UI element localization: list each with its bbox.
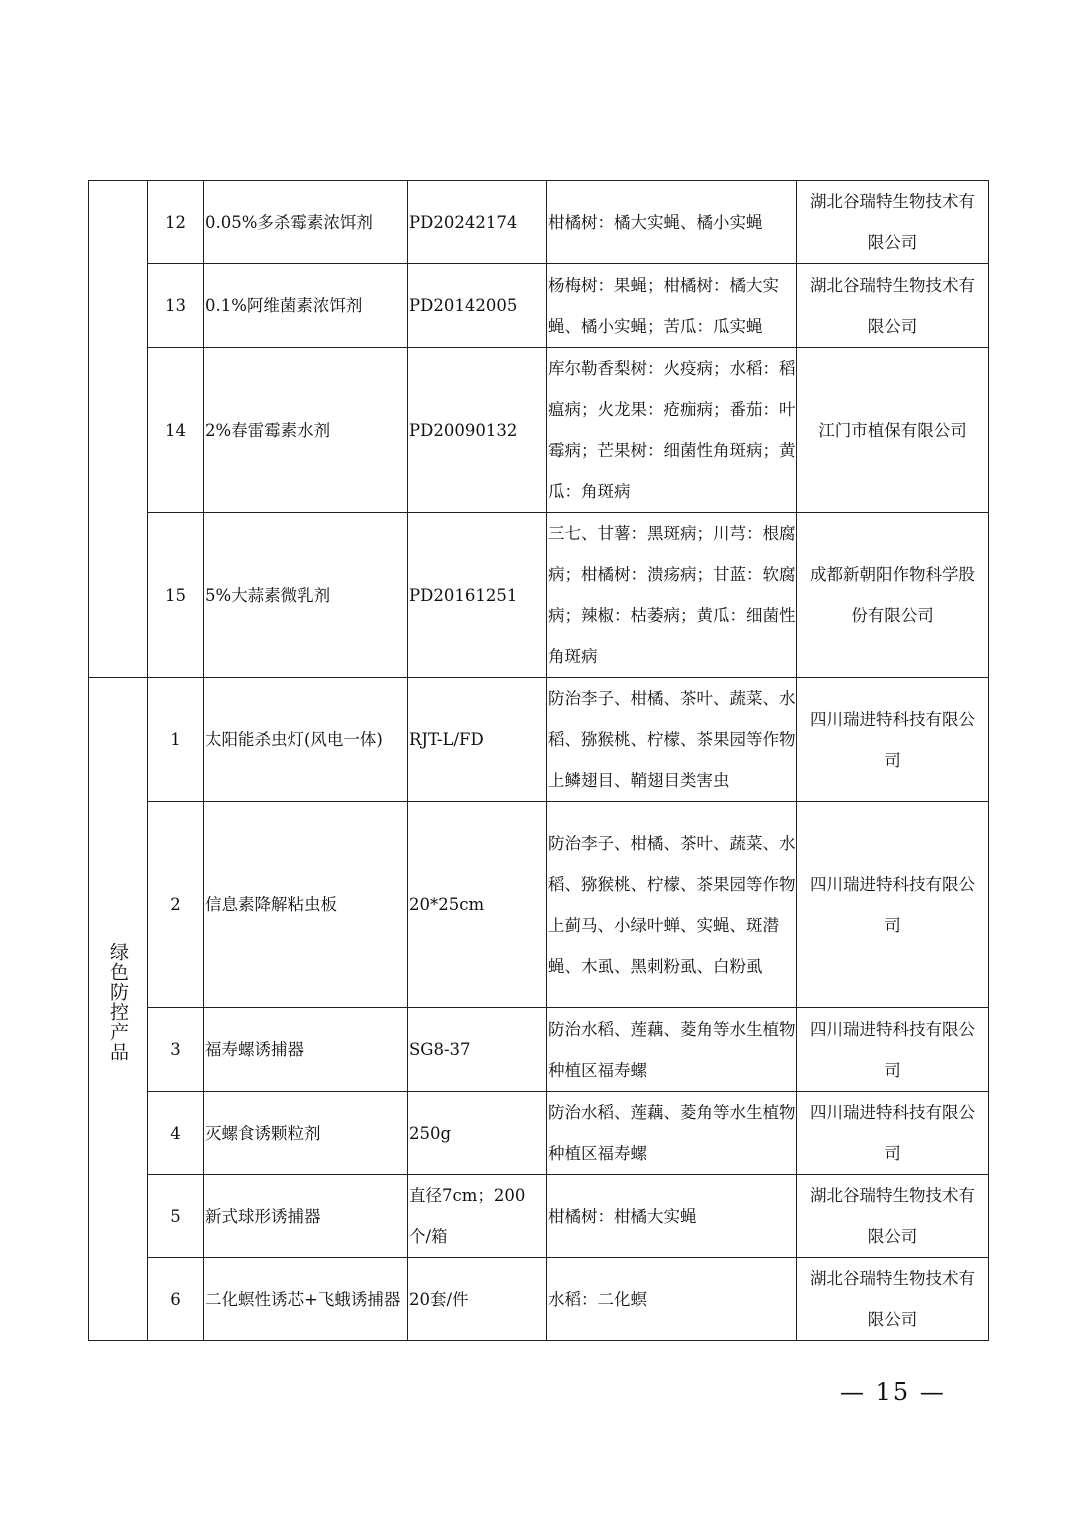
name-cell: 太阳能杀虫灯(风电一体) (204, 678, 408, 802)
name-cell: 灭螺食诱颗粒剂 (204, 1092, 408, 1175)
table-row (89, 1258, 989, 1341)
company-cell: 四川瑞进特科技有限公司 (797, 802, 989, 1008)
table-row (89, 348, 989, 513)
spec-cell: 20套/件 (408, 1258, 547, 1341)
company-cell: 湖北谷瑞特生物技术有限公司 (797, 1175, 989, 1258)
no-cell: 2 (148, 802, 204, 1008)
spec-cell: 20*25cm (408, 802, 547, 1008)
company-cell: 成都新朝阳作物科学股份有限公司 (797, 513, 989, 678)
name-cell: 新式球形诱捕器 (204, 1175, 408, 1258)
no-cell: 1 (148, 678, 204, 802)
target-cell: 防治李子、柑橘、茶叶、蔬菜、水稻、猕猴桃、柠檬、茶果园等作物上蓟马、小绿叶蝉、实蝇、斑潜蝇、木虱、黑刺粉虱、白粉虱 (547, 802, 797, 1008)
product-table (88, 180, 989, 1341)
page-number: — 15 — (840, 1378, 946, 1406)
spec-cell: RJT-L/FD (408, 678, 547, 802)
table-row (89, 513, 989, 678)
table-row (89, 1008, 989, 1092)
no-cell: 13 (148, 264, 204, 348)
target-cell: 防治水稻、莲藕、菱角等水生植物种植区福寿螺 (547, 1008, 797, 1092)
spec-cell: 250g (408, 1092, 547, 1175)
name-cell: 2%春雷霉素水剂 (204, 348, 408, 513)
target-cell: 防治李子、柑橘、茶叶、蔬菜、水稻、猕猴桃、柠檬、茶果园等作物上鳞翅目、鞘翅目类害虫 (547, 678, 797, 802)
no-cell: 5 (148, 1175, 204, 1258)
target-cell: 库尔勒香梨树：火疫病；水稻：稻瘟病；火龙果：疮痂病；番茄：叶霉病；芒果树：细菌性角斑病；黄瓜：角斑病 (547, 348, 797, 513)
company-cell: 湖北谷瑞特生物技术有限公司 (797, 181, 989, 264)
target-cell: 防治水稻、莲藕、菱角等水生植物种植区福寿螺 (547, 1092, 797, 1175)
table-row (89, 1175, 989, 1258)
spec-cell: PD20090132 (408, 348, 547, 513)
table-row (89, 1092, 989, 1175)
spec-cell: PD20142005 (408, 264, 547, 348)
no-cell: 3 (148, 1008, 204, 1092)
company-cell: 四川瑞进特科技有限公司 (797, 678, 989, 802)
table-row (89, 181, 989, 264)
name-cell: 二化螟性诱芯+飞蛾诱捕器 (204, 1258, 408, 1341)
table-row (89, 264, 989, 348)
target-cell: 三七、甘薯：黑斑病；川芎：根腐病；柑橘树：溃疡病；甘蓝：软腐病；辣椒：枯萎病；黄瓜：细菌性角斑病 (547, 513, 797, 678)
no-cell: 12 (148, 181, 204, 264)
no-cell: 14 (148, 348, 204, 513)
name-cell: 福寿螺诱捕器 (204, 1008, 408, 1092)
spec-cell: PD20242174 (408, 181, 547, 264)
no-cell: 15 (148, 513, 204, 678)
target-cell: 水稻：二化螟 (547, 1258, 797, 1341)
name-cell: 5%大蒜素微乳剂 (204, 513, 408, 678)
table-row (89, 802, 989, 1008)
company-cell: 四川瑞进特科技有限公司 (797, 1092, 989, 1175)
category-cell (89, 181, 148, 678)
company-cell: 四川瑞进特科技有限公司 (797, 1008, 989, 1092)
name-cell: 0.1%阿维菌素浓饵剂 (204, 264, 408, 348)
spec-cell: SG8-37 (408, 1008, 547, 1092)
category-cell (89, 678, 148, 1341)
spec-cell: PD20161251 (408, 513, 547, 678)
target-cell: 柑橘树：橘大实蝇、橘小实蝇 (547, 181, 797, 264)
company-cell: 湖北谷瑞特生物技术有限公司 (797, 264, 989, 348)
table-row (89, 678, 989, 802)
target-cell: 柑橘树：柑橘大实蝇 (547, 1175, 797, 1258)
spec-cell: 直径7cm；200个/箱 (408, 1175, 547, 1258)
company-cell: 江门市植保有限公司 (797, 348, 989, 513)
company-cell: 湖北谷瑞特生物技术有限公司 (797, 1258, 989, 1341)
name-cell: 信息素降解粘虫板 (204, 802, 408, 1008)
category-label: 绿色防控产品 (107, 941, 129, 1062)
target-cell: 杨梅树：果蝇；柑橘树：橘大实蝇、橘小实蝇；苦瓜：瓜实蝇 (547, 264, 797, 348)
name-cell: 0.05%多杀霉素浓饵剂 (204, 181, 408, 264)
no-cell: 6 (148, 1258, 204, 1341)
no-cell: 4 (148, 1092, 204, 1175)
